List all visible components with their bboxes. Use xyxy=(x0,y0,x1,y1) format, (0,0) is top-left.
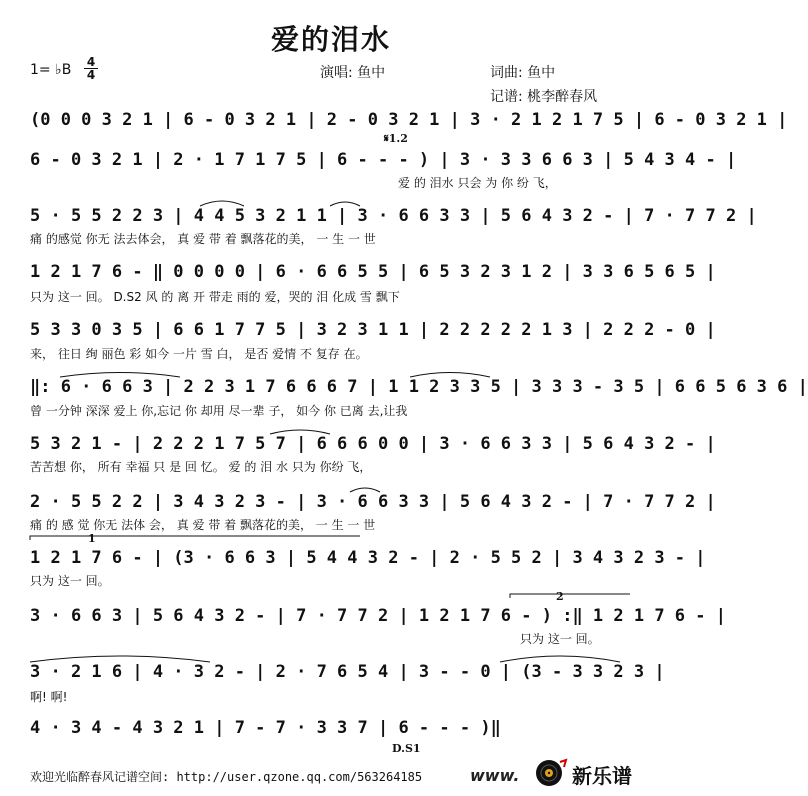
lyrics-row-3: 痛 的感觉 你无 法去体会， 真 爱 带 着 飘落花的美， 一 生 一 世 xyxy=(30,232,376,246)
notation-row-10: 3 · 6 6 3 | 5 6 4 3 2 - | 7 · 7 7 2 | 1 2 1 7 6 - ) :‖ 1 2 1 7 6 - | xyxy=(30,606,726,626)
lyrics-row-2: 爱 的 泪水 只会 为 你 纷 飞， xyxy=(398,176,557,190)
lyrics-row-10: 只为 这一 回。 xyxy=(520,632,600,646)
footer-text: 欢迎光临醉春风记谱空间: http://user.qzone.qq.com/563264185 xyxy=(30,770,423,784)
lyrics-row-8: 痛 的 感 觉 你无 法体 会， 真 爱 带 着 飘落花的美， 一 生 一 世 xyxy=(30,518,376,532)
notation-row-5: 5 3 3 0 3 5 | 6 6 1 7 7 5 | 3 2 3 1 1 | 2 2 2 2 2 1 3 | 2 2 2 - 0 | xyxy=(30,320,716,340)
transcriber-credit: 记谱: 桃李醉春风 xyxy=(490,89,598,105)
watermark-url: www. xyxy=(470,766,520,785)
notation-row-8: 2 · 5 5 2 2 | 3 4 3 2 3 - | 3 · 6 6 3 3 | 5 6 4 3 2 - | 7 · 7 7 2 | xyxy=(30,492,716,512)
notation-row-3: 5 · 5 5 2 2 3 | 4 4 5 3 2 1 1 | 3 · 6 6 3 3 | 5 6 4 3 2 - | 7 · 7 7 2 | xyxy=(30,206,757,226)
brand-name: 新乐谱 xyxy=(572,764,632,788)
volta-1-mark: 1 xyxy=(88,532,96,545)
composer-credit: 词曲: 鱼中 xyxy=(490,65,556,81)
key-signature: 1= ♭B xyxy=(30,62,72,78)
vinyl-record-icon xyxy=(534,758,568,788)
volta-2-mark: 2 xyxy=(556,590,564,603)
lyrics-row-11: 啊! 啊! xyxy=(30,690,68,704)
lyrics-row-4: 只为 这一 回。 D.S2 风 的 离 开 带走 雨的 爱，哭的 泪 化成 雪 飘下 xyxy=(30,290,400,304)
notation-row-4: 1 2 1 7 6 - ‖ 0 0 0 0 | 6 · 6 6 5 5 | 6 5 3 2 3 1 2 | 3 3 6 5 6 5 | xyxy=(30,262,716,282)
lyrics-row-9: 只为 这一 回。 xyxy=(30,574,110,588)
ds1-mark: D.S1 xyxy=(392,742,421,755)
notation-row-1: (0 0 0 3 2 1 | 6 - 0 3 2 1 | 2 - 0 3 2 1 | 3 · 2 1 2 1 7 5 | 6 - 0 3 2 1 | xyxy=(30,110,788,130)
lyrics-row-7: 苦苦想 你， 所有 幸福 只 是 回 忆。 爱 的 泪 水 只为 你纷 飞， xyxy=(30,460,372,474)
meter-top: 4 xyxy=(84,56,98,69)
notation-row-12: 4 · 3 4 - 4 3 2 1 | 7 - 7 · 3 3 7 | 6 - - - )‖ xyxy=(30,718,501,738)
notation-row-9: 1 2 1 7 6 - | (3 · 6 6 3 | 5 4 4 3 2 - | 2 · 5 5 2 | 3 4 3 2 3 - | xyxy=(30,548,706,568)
lyrics-row-6: 曾 一分钟 深深 爱上 你,忘记 你 却用 尽一辈 子， 如今 你 已离 去,让我 xyxy=(30,404,408,418)
meter-bottom: 4 xyxy=(86,68,96,82)
singer-credit: 演唱: 鱼中 xyxy=(320,65,386,81)
notation-row-6: ‖: 6 · 6 6 3 | 2 2 3 1 7 6 6 6 7 | 1 1 2 3 3 5 | 3 3 3 - 3 5 | 6 6 5 6 3 6 | xyxy=(30,377,808,397)
notation-row-2: 6 - 0 3 2 1 | 2 · 1 7 1 7 5 | 6 - - - ) | 3 · 3 3 6 6 3 | 5 4 3 4 - | xyxy=(30,150,737,170)
notation-row-11: 3 · 2 1 6 | 4 · 3 2 - | 2 · 7 6 5 4 | 3 - - 0 | (3 - 3 3 2 3 | xyxy=(30,662,665,682)
song-title: 爱的泪水 xyxy=(270,23,391,56)
notation-row-7: 5 3 2 1 - | 2 2 2 1 7 5 7 | 6 6 6 0 0 | 3 · 6 6 3 3 | 5 6 4 3 2 - | xyxy=(30,434,716,454)
segno-mark: 𝄋1.2 xyxy=(384,132,408,145)
lyrics-row-5: 来， 往日 绚 丽色 彩 如今 一片 雪 白， 是否 爱情 不 复存 在。 xyxy=(30,347,368,361)
